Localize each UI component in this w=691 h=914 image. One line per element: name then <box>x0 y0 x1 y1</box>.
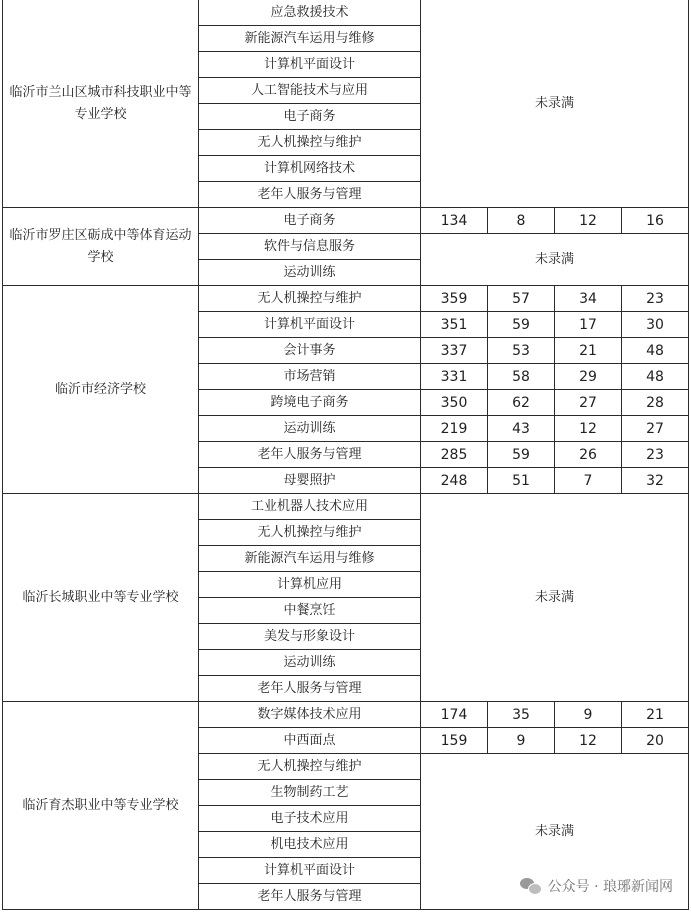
major-cell: 电子商务 <box>199 104 421 130</box>
value-cell: 23 <box>622 442 689 468</box>
value-cell: 331 <box>421 364 488 390</box>
value-cell: 9 <box>488 728 555 754</box>
value-cell: 43 <box>488 416 555 442</box>
school-name-cell: 临沂市罗庄区砺成中等体育运动学校 <box>3 208 199 286</box>
value-cell: 12 <box>555 416 622 442</box>
value-cell: 21 <box>622 702 689 728</box>
major-cell: 运动训练 <box>199 416 421 442</box>
school-name-cell: 临沂育杰职业中等专业学校 <box>3 702 199 910</box>
value-cell: 21 <box>555 338 622 364</box>
major-cell: 无人机操控与维护 <box>199 130 421 156</box>
major-cell: 无人机操控与维护 <box>199 520 421 546</box>
major-cell: 跨境电子商务 <box>199 390 421 416</box>
value-cell: 23 <box>622 286 689 312</box>
watermark <box>520 876 673 896</box>
major-cell: 市场营销 <box>199 364 421 390</box>
admission-table <box>2 0 689 910</box>
major-cell: 中餐烹饪 <box>199 598 421 624</box>
major-cell: 计算机应用 <box>199 572 421 598</box>
school-name-cell: 临沂长城职业中等专业学校 <box>3 494 199 702</box>
value-cell: 12 <box>555 728 622 754</box>
value-cell: 351 <box>421 312 488 338</box>
major-cell: 新能源汽车运用与维修 <box>199 546 421 572</box>
value-cell: 7 <box>555 468 622 494</box>
major-cell: 计算机平面设计 <box>199 312 421 338</box>
value-cell: 51 <box>488 468 555 494</box>
value-cell: 27 <box>555 390 622 416</box>
value-cell: 337 <box>421 338 488 364</box>
value-cell: 34 <box>555 286 622 312</box>
major-cell: 运动训练 <box>199 260 421 286</box>
value-cell: 48 <box>622 338 689 364</box>
table-row <box>3 0 689 26</box>
value-cell: 27 <box>622 416 689 442</box>
value-cell: 9 <box>555 702 622 728</box>
school-name-cell: 临沂市经济学校 <box>3 286 199 494</box>
major-cell: 机电技术应用 <box>199 832 421 858</box>
major-cell: 老年人服务与管理 <box>199 884 421 910</box>
table-row <box>3 702 689 728</box>
major-cell: 计算机平面设计 <box>199 52 421 78</box>
major-cell: 计算机平面设计 <box>199 858 421 884</box>
value-cell: 32 <box>622 468 689 494</box>
major-cell: 应急救援技术 <box>199 0 421 26</box>
major-cell: 无人机操控与维护 <box>199 286 421 312</box>
major-cell: 母婴照护 <box>199 468 421 494</box>
major-cell: 运动训练 <box>199 650 421 676</box>
value-cell: 53 <box>488 338 555 364</box>
value-cell: 62 <box>488 390 555 416</box>
value-cell: 248 <box>421 468 488 494</box>
major-cell: 人工智能技术与应用 <box>199 78 421 104</box>
value-cell: 59 <box>488 312 555 338</box>
value-cell: 29 <box>555 364 622 390</box>
value-cell: 350 <box>421 390 488 416</box>
unfilled-status-cell: 未录满 <box>421 0 689 208</box>
major-cell: 电子技术应用 <box>199 806 421 832</box>
value-cell: 58 <box>488 364 555 390</box>
value-cell: 59 <box>488 442 555 468</box>
value-cell: 48 <box>622 364 689 390</box>
value-cell: 16 <box>622 208 689 234</box>
wechat-icon <box>520 877 542 895</box>
value-cell: 26 <box>555 442 622 468</box>
major-cell: 新能源汽车运用与维修 <box>199 26 421 52</box>
admission-table-body <box>3 0 689 910</box>
major-cell: 会计事务 <box>199 338 421 364</box>
value-cell: 57 <box>488 286 555 312</box>
value-cell: 219 <box>421 416 488 442</box>
major-cell: 老年人服务与管理 <box>199 182 421 208</box>
value-cell: 134 <box>421 208 488 234</box>
major-cell: 老年人服务与管理 <box>199 442 421 468</box>
value-cell: 159 <box>421 728 488 754</box>
value-cell: 28 <box>622 390 689 416</box>
major-cell: 电子商务 <box>199 208 421 234</box>
value-cell: 285 <box>421 442 488 468</box>
value-cell: 359 <box>421 286 488 312</box>
watermark-text: 公众号 · 琅琊新闻网 <box>547 879 673 895</box>
unfilled-status-cell: 未录满 <box>421 234 689 286</box>
value-cell: 8 <box>488 208 555 234</box>
major-cell: 数字媒体技术应用 <box>199 702 421 728</box>
value-cell: 35 <box>488 702 555 728</box>
major-cell: 生物制药工艺 <box>199 780 421 806</box>
major-cell: 无人机操控与维护 <box>199 754 421 780</box>
major-cell: 计算机网络技术 <box>199 156 421 182</box>
unfilled-status-cell: 未录满 <box>421 754 689 910</box>
value-cell: 174 <box>421 702 488 728</box>
table-row <box>3 286 689 312</box>
major-cell: 美发与形象设计 <box>199 624 421 650</box>
table-row <box>3 494 689 520</box>
value-cell: 30 <box>622 312 689 338</box>
table-row <box>3 208 689 234</box>
school-name-cell: 临沂市兰山区城市科技职业中等专业学校 <box>3 0 199 208</box>
major-cell: 老年人服务与管理 <box>199 676 421 702</box>
unfilled-status-cell: 未录满 <box>421 494 689 702</box>
major-cell: 中西面点 <box>199 728 421 754</box>
major-cell: 工业机器人技术应用 <box>199 494 421 520</box>
value-cell: 20 <box>622 728 689 754</box>
value-cell: 17 <box>555 312 622 338</box>
value-cell: 12 <box>555 208 622 234</box>
major-cell: 软件与信息服务 <box>199 234 421 260</box>
